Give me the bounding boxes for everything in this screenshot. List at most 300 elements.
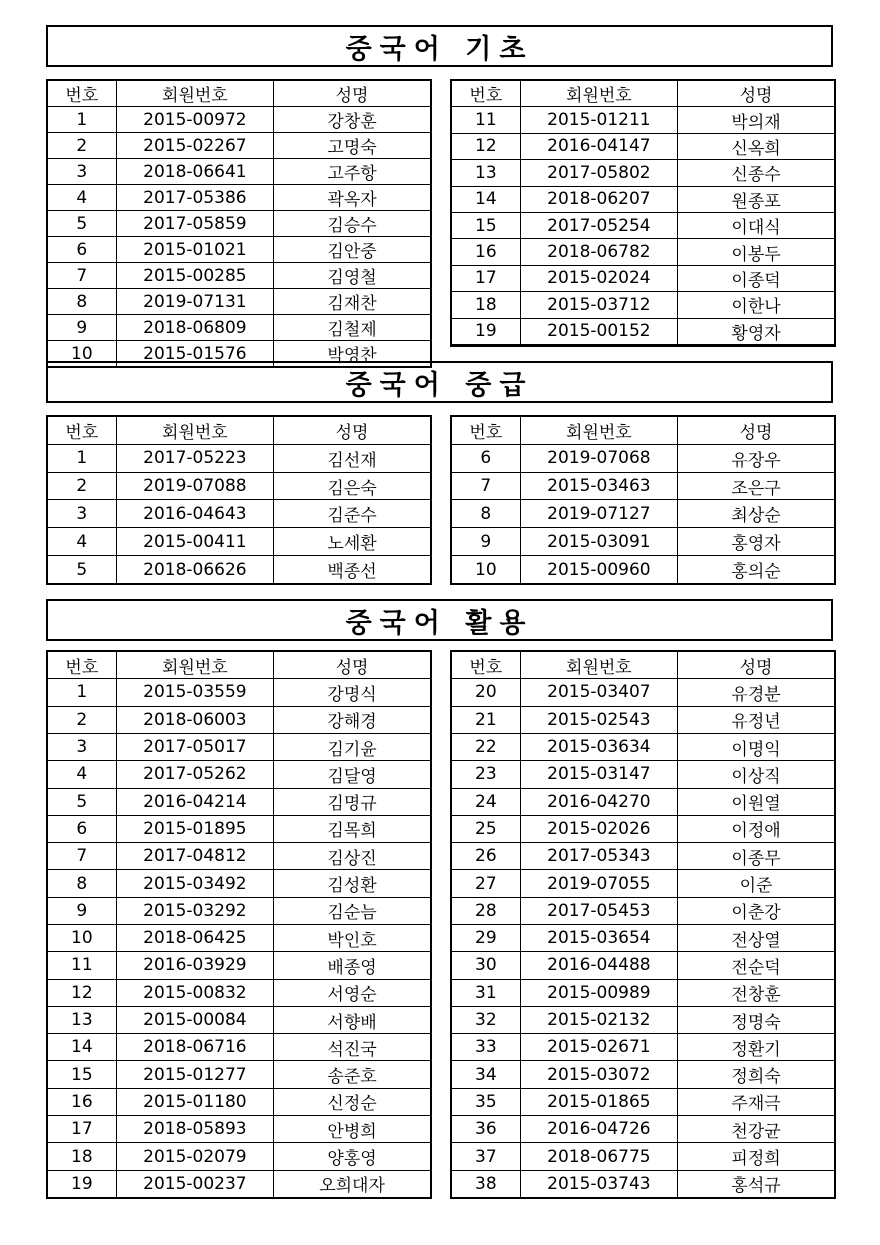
table-row [451,1006,835,1033]
cell-member-id: 2015-02543 [520,706,677,733]
cell-name: 전상열 [678,924,835,951]
cell-name [678,344,835,346]
cell-member-id: 2015-01211 [520,107,677,133]
cell-member-id: 2015-00411 [116,528,273,556]
cell-number: 15 [451,212,520,238]
table-row [47,897,431,924]
table-row [451,239,835,265]
table-header-row [47,80,431,107]
cell-name: 서향배 [274,1006,431,1033]
cell-member-id: 2015-02132 [520,1006,677,1033]
table-row [47,211,431,237]
cell-number: 26 [451,843,520,870]
cell-name: 김기윤 [274,733,431,760]
cell-number: 5 [47,556,116,584]
cell-number: 24 [451,788,520,815]
cell-number: 32 [451,1006,520,1033]
cell-number: 14 [47,1034,116,1061]
cell-member-id: 2018-06641 [116,159,273,185]
cell-member-id: 2015-02079 [116,1143,273,1170]
cell-name: 이한나 [678,292,835,318]
cell-member-id [520,344,677,346]
header-name: 성명 [274,80,431,107]
roster-table-left [46,415,432,585]
cell-name: 김철제 [274,315,431,341]
roster-table-left [46,79,432,368]
cell-member-id: 2015-00285 [116,263,273,289]
cell-number: 25 [451,815,520,842]
cell-name: 이준 [678,870,835,897]
table-header-row [451,416,835,444]
cell-number: 6 [47,237,116,263]
cell-number: 13 [47,1006,116,1033]
cell-name: 배종영 [274,952,431,979]
cell-member-id: 2018-06626 [116,556,273,584]
cell-name: 조은구 [678,472,835,500]
table-row [451,444,835,472]
cell-member-id: 2015-02026 [520,815,677,842]
cell-member-id: 2015-00237 [116,1170,273,1198]
table-row [47,556,431,584]
cell-name: 김성환 [274,870,431,897]
cell-member-id: 2016-03929 [116,952,273,979]
table-row [451,870,835,897]
cell-name: 김명규 [274,788,431,815]
cell-number: 7 [451,472,520,500]
cell-name: 고주항 [274,159,431,185]
cell-number: 4 [47,761,116,788]
section-title: 중국어 기초 [46,25,833,67]
cell-number: 2 [47,706,116,733]
cell-number: 1 [47,679,116,706]
header-member-id: 회원번호 [116,80,273,107]
cell-number: 17 [451,265,520,291]
cell-name: 전순덕 [678,952,835,979]
cell-member-id: 2015-01865 [520,1088,677,1115]
cell-name: 김달영 [274,761,431,788]
cell-number: 13 [451,160,520,186]
cell-name: 최상순 [678,500,835,528]
cell-member-id: 2015-00972 [116,107,273,133]
cell-number: 28 [451,897,520,924]
cell-member-id: 2015-01277 [116,1061,273,1088]
cell-number: 6 [47,815,116,842]
cell-name: 원종포 [678,186,835,212]
cell-number: 20 [451,679,520,706]
cell-member-id: 2017-05453 [520,897,677,924]
cell-member-id: 2015-02267 [116,133,273,159]
cell-member-id: 2017-04812 [116,843,273,870]
cell-member-id: 2015-00084 [116,1006,273,1033]
cell-member-id: 2019-07127 [520,500,677,528]
cell-member-id: 2017-05386 [116,185,273,211]
cell-member-id: 2015-03559 [116,679,273,706]
cell-member-id: 2016-04214 [116,788,273,815]
cell-member-id: 2015-03147 [520,761,677,788]
cell-number: 3 [47,733,116,760]
table-row [451,815,835,842]
cell-name: 박의재 [678,107,835,133]
cell-member-id: 2015-03292 [116,897,273,924]
table-row [451,1170,835,1198]
table-row [47,815,431,842]
cell-number: 5 [47,211,116,237]
cell-name: 고명숙 [274,133,431,159]
cell-member-id: 2015-01895 [116,815,273,842]
cell-name: 김목희 [274,815,431,842]
cell-name: 이상직 [678,761,835,788]
table-row [451,160,835,186]
cell-member-id: 2018-06207 [520,186,677,212]
cell-member-id: 2015-00960 [520,556,677,584]
header-number: 번호 [47,80,116,107]
roster-table-left [46,650,432,1199]
cell-member-id: 2015-01180 [116,1088,273,1115]
cell-number: 3 [47,500,116,528]
cell-member-id: 2015-03634 [520,733,677,760]
table-row [451,679,835,706]
cell-name: 유정년 [678,706,835,733]
cell-member-id: 2017-05343 [520,843,677,870]
cell-member-id: 2016-04270 [520,788,677,815]
cell-member-id: 2017-05262 [116,761,273,788]
cell-name: 정환기 [678,1034,835,1061]
cell-number: 27 [451,870,520,897]
table-row [451,344,835,346]
table-row [47,289,431,315]
cell-number: 8 [47,289,116,315]
cell-name: 김영철 [274,263,431,289]
cell-name: 정명숙 [678,1006,835,1033]
cell-name: 박영찬 [274,341,431,368]
cell-name: 신종수 [678,160,835,186]
cell-name: 정희숙 [678,1061,835,1088]
header-name: 성명 [678,80,835,107]
table-row [47,1088,431,1115]
cell-number: 19 [451,318,520,344]
cell-member-id: 2018-06782 [520,239,677,265]
cell-number: 10 [47,341,116,368]
cell-number: 2 [47,133,116,159]
cell-name: 홍석규 [678,1170,835,1198]
table-row [47,1034,431,1061]
cell-name: 강창훈 [274,107,431,133]
cell-number: 16 [451,239,520,265]
table-row [47,1170,431,1198]
table-row [451,212,835,238]
cell-member-id: 2018-06425 [116,924,273,951]
table-row [451,186,835,212]
table-row [451,706,835,733]
cell-number: 10 [451,556,520,584]
cell-name: 김은숙 [274,472,431,500]
header-name: 성명 [678,651,835,679]
table-row [451,1116,835,1143]
table-row [451,1143,835,1170]
cell-name: 홍영자 [678,528,835,556]
table-row [451,107,835,133]
cell-name: 노세환 [274,528,431,556]
cell-member-id: 2019-07088 [116,472,273,500]
table-row [451,952,835,979]
cell-name: 박인호 [274,924,431,951]
table-row [47,1006,431,1033]
cell-number: 17 [47,1116,116,1143]
cell-number: 7 [47,843,116,870]
table-row [47,500,431,528]
table-row [451,292,835,318]
table-row [47,263,431,289]
cell-name: 전창훈 [678,979,835,1006]
cell-name: 김승수 [274,211,431,237]
cell-number: 2 [47,472,116,500]
cell-name: 이대식 [678,212,835,238]
cell-member-id: 2016-04147 [520,133,677,159]
cell-name: 홍의순 [678,556,835,584]
table-row [451,500,835,528]
cell-member-id: 2017-05802 [520,160,677,186]
cell-member-id: 2018-06003 [116,706,273,733]
roster-table-right [450,79,836,347]
cell-member-id: 2018-05893 [116,1116,273,1143]
table-row [47,444,431,472]
cell-member-id: 2016-04488 [520,952,677,979]
table-row [47,1061,431,1088]
cell-name: 황영자 [678,318,835,344]
table-row [451,788,835,815]
cell-name: 양홍영 [274,1143,431,1170]
table-row [47,870,431,897]
table-row [47,185,431,211]
cell-number: 7 [47,263,116,289]
table-header-row [451,80,835,107]
cell-number: 12 [451,133,520,159]
header-number: 번호 [451,80,520,107]
cell-number: 36 [451,1116,520,1143]
table-row [47,706,431,733]
cell-member-id: 2016-04726 [520,1116,677,1143]
cell-name: 강해경 [274,706,431,733]
cell-name: 김재찬 [274,289,431,315]
cell-member-id: 2016-04643 [116,500,273,528]
table-row [451,556,835,584]
cell-name: 오희대자 [274,1170,431,1198]
cell-number: 22 [451,733,520,760]
header-number: 번호 [451,416,520,444]
cell-number: 35 [451,1088,520,1115]
cell-member-id: 2017-05017 [116,733,273,760]
cell-name: 백종선 [274,556,431,584]
table-row [451,1034,835,1061]
cell-number: 31 [451,979,520,1006]
cell-name: 이명익 [678,733,835,760]
cell-member-id: 2015-00989 [520,979,677,1006]
cell-member-id: 2015-03743 [520,1170,677,1198]
table-row [451,924,835,951]
cell-member-id: 2015-02671 [520,1034,677,1061]
cell-name: 김순늠 [274,897,431,924]
header-member-id: 회원번호 [520,651,677,679]
table-row [47,924,431,951]
cell-member-id: 2018-06716 [116,1034,273,1061]
table-header-row [47,416,431,444]
table-row [451,897,835,924]
cell-number: 19 [47,1170,116,1198]
table-row [47,107,431,133]
section-title: 중국어 중급 [46,361,833,403]
cell-number: 18 [451,292,520,318]
cell-number: 11 [451,107,520,133]
cell-name: 강명식 [274,679,431,706]
header-member-id: 회원번호 [116,651,273,679]
header-name: 성명 [274,416,431,444]
cell-name: 김상진 [274,843,431,870]
cell-number: 4 [47,185,116,211]
header-member-id: 회원번호 [116,416,273,444]
table-row [47,159,431,185]
table-row [47,1116,431,1143]
cell-number: 9 [451,528,520,556]
cell-number: 1 [47,107,116,133]
table-row [451,843,835,870]
table-row [451,979,835,1006]
table-row [47,133,431,159]
header-member-id: 회원번호 [520,80,677,107]
header-number: 번호 [47,416,116,444]
cell-name: 송준호 [274,1061,431,1088]
cell-member-id: 2015-01021 [116,237,273,263]
cell-number: 29 [451,924,520,951]
cell-member-id: 2017-05254 [520,212,677,238]
cell-name: 신정순 [274,1088,431,1115]
table-row [47,1143,431,1170]
cell-name: 석진국 [274,1034,431,1061]
cell-name: 이춘강 [678,897,835,924]
table-row [451,472,835,500]
cell-number: 14 [451,186,520,212]
cell-name: 김안중 [274,237,431,263]
cell-number: 8 [451,500,520,528]
cell-member-id: 2019-07055 [520,870,677,897]
table-row [451,133,835,159]
table-row [47,843,431,870]
cell-member-id: 2015-03492 [116,870,273,897]
table-row [47,733,431,760]
table-row [47,761,431,788]
table-row [47,315,431,341]
cell-name: 유경분 [678,679,835,706]
table-header-row [47,651,431,679]
cell-member-id: 2015-02024 [520,265,677,291]
cell-member-id: 2015-01576 [116,341,273,368]
cell-number: 11 [47,952,116,979]
cell-name: 신옥희 [678,133,835,159]
cell-name: 김준수 [274,500,431,528]
cell-number: 10 [47,924,116,951]
cell-member-id: 2015-03712 [520,292,677,318]
roster-table-right [450,650,836,1199]
table-row [47,237,431,263]
cell-name: 이종무 [678,843,835,870]
cell-member-id: 2015-00152 [520,318,677,344]
header-number: 번호 [451,651,520,679]
cell-number: 6 [451,444,520,472]
cell-number: 37 [451,1143,520,1170]
table-row [451,1061,835,1088]
cell-name: 이원열 [678,788,835,815]
table-row [47,979,431,1006]
cell-number: 12 [47,979,116,1006]
table-row [47,788,431,815]
cell-member-id: 2019-07131 [116,289,273,315]
cell-member-id: 2017-05859 [116,211,273,237]
table-row [451,733,835,760]
table-row [47,472,431,500]
cell-member-id: 2019-07068 [520,444,677,472]
table-row [451,528,835,556]
cell-name: 유장우 [678,444,835,472]
cell-number: 16 [47,1088,116,1115]
cell-name: 천강균 [678,1116,835,1143]
table-row [47,679,431,706]
cell-member-id: 2015-00832 [116,979,273,1006]
cell-name: 이종덕 [678,265,835,291]
cell-number: 9 [47,315,116,341]
table-row [451,761,835,788]
cell-name: 서영순 [274,979,431,1006]
cell-name: 김선재 [274,444,431,472]
table-row [451,265,835,291]
cell-number: 18 [47,1143,116,1170]
cell-name: 피정희 [678,1143,835,1170]
cell-number: 23 [451,761,520,788]
cell-member-id: 2018-06809 [116,315,273,341]
table-row [47,952,431,979]
cell-number: 15 [47,1061,116,1088]
table-row [451,318,835,344]
cell-number: 1 [47,444,116,472]
cell-number: 4 [47,528,116,556]
cell-name: 이봉두 [678,239,835,265]
cell-member-id: 2015-03463 [520,472,677,500]
section-title: 중국어 활용 [46,599,833,641]
cell-number: 34 [451,1061,520,1088]
cell-number: 9 [47,897,116,924]
cell-number: 5 [47,788,116,815]
cell-member-id: 2018-06775 [520,1143,677,1170]
header-name: 성명 [274,651,431,679]
cell-number: 38 [451,1170,520,1198]
cell-member-id: 2017-05223 [116,444,273,472]
cell-name: 곽옥자 [274,185,431,211]
roster-table-right [450,415,836,585]
table-header-row [451,651,835,679]
cell-member-id: 2015-03091 [520,528,677,556]
cell-name: 안병희 [274,1116,431,1143]
cell-name: 주재극 [678,1088,835,1115]
cell-number [451,344,520,346]
cell-number: 3 [47,159,116,185]
cell-number: 8 [47,870,116,897]
header-member-id: 회원번호 [520,416,677,444]
header-name: 성명 [678,416,835,444]
cell-member-id: 2015-03072 [520,1061,677,1088]
cell-number: 21 [451,706,520,733]
cell-number: 33 [451,1034,520,1061]
cell-member-id: 2015-03654 [520,924,677,951]
table-row [47,528,431,556]
cell-name: 이정애 [678,815,835,842]
